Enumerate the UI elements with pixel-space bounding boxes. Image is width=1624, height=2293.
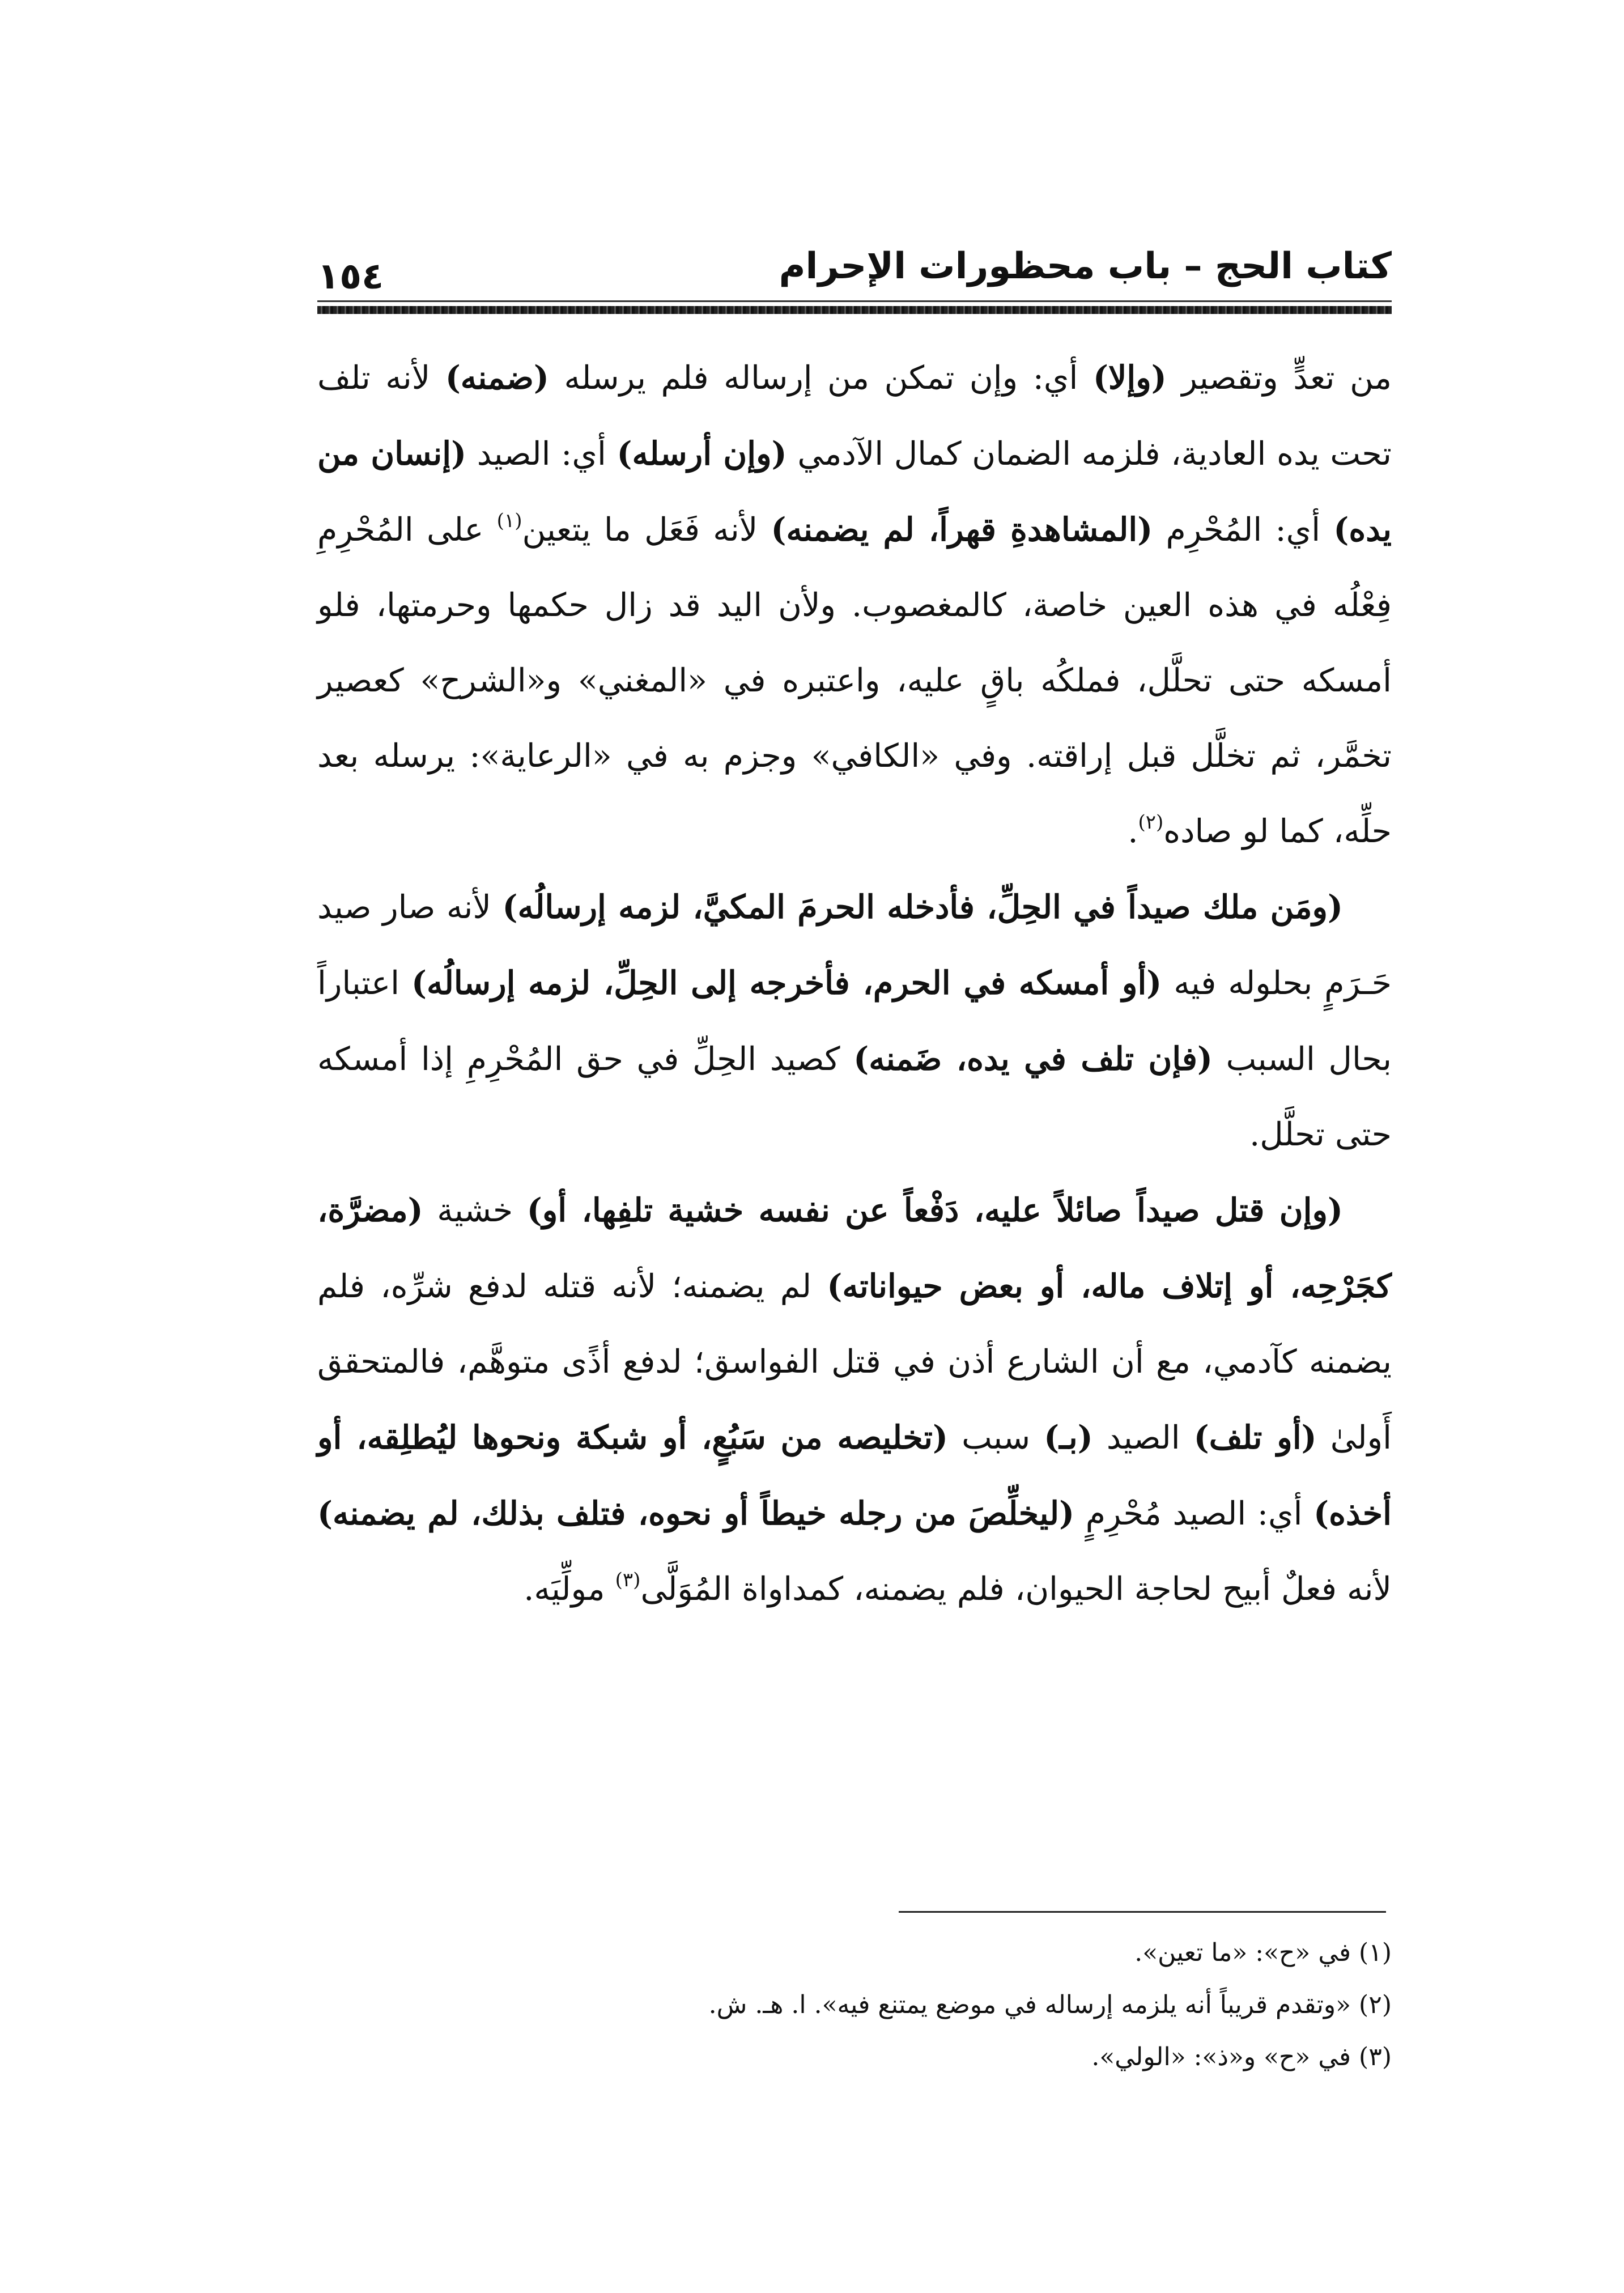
commentary-text: الصيد (1092, 1419, 1194, 1457)
footnote-ref: (٢) (1138, 811, 1164, 834)
running-header (317, 238, 1392, 306)
matn-text: (مضرَّة، كجَرْحِه، أو إتلاف ماله، أو بعض حيواناته) (317, 1191, 1392, 1305)
footnote-divider (899, 1911, 1386, 1913)
paragraph-3 (317, 1173, 1392, 1627)
commentary-text: على المُحْرِمِ فِعْلُه في هذه العين خاصة، كالمغصوب. ولأن اليد قد زال حكمها وحرمتها، فلو أمسكه حتى تحلَّل، فملكُه باقٍ عليه، واعتبره في «المغني» و«الشرح» كعصير تخمَّر، ثم تخلَّل قبل إراقته. وفي «الكافي» وجزم به في «الرعاية»: يرسله بعد حلِّه، كما لو صاده (317, 511, 1392, 850)
matn-text: (تخليصه من سَبُعٍ، أو شبكة ونحوها ليُطلِقه، أو أخذه) (317, 1419, 1392, 1532)
commentary-text: لأنه فعلٌ أبيح لحاجة الحيوان، فلم يضمنه، كمداواة المُوَلَّى (640, 1570, 1392, 1608)
matn-text: (بـ) (1044, 1419, 1093, 1457)
paragraph-2 (317, 869, 1392, 1173)
commentary-text: لأنه صار صيد حَـرَمٍ بحلوله فيه (317, 889, 1392, 1002)
matn-text: (إنسان من يده) (317, 435, 1392, 549)
footnotes (317, 1927, 1392, 2083)
matn-text: (ومَن ملك صيداً في الحِلِّ، فأدخله الحرمَ المكيَّ، لزمه إرسالُه) (502, 888, 1343, 926)
commentary-text: لأنه فَعَل ما يتعين (522, 511, 771, 549)
footnote-ref: (١) (496, 509, 522, 532)
commentary-text: لأنه تلف تحت يده العادية، فلزمه الضمان كمال الآدمي (317, 359, 1392, 473)
footnote-ref: (٣) (615, 1569, 641, 1591)
footnote-2: (٢) «وتقدم قريباً أنه يلزمه إرساله في موضع يمتنع فيه». ا. هـ. ش. (708, 1990, 1392, 2019)
matn-text: (وإن قتل صيداً صائلاً عليه، دَفْعاً عن نفسه خشية تلفِها، أو) (526, 1191, 1343, 1229)
commentary-text: أي: الصيد (466, 435, 617, 473)
commentary-text: كصيد الحِلِّ في حق المُحْرِمِ إذا أمسكه حتى تحلَّل. (317, 1041, 1392, 1153)
commentary-text: . (1128, 813, 1138, 850)
matn-text: (فإن تلف في يده، ضَمنه) (853, 1040, 1213, 1078)
commentary-text: من تعدٍّ وتقصير (1166, 359, 1392, 397)
matn-text: (أو تلف) (1193, 1419, 1317, 1457)
commentary-text: سبب (948, 1419, 1044, 1457)
commentary-text: أي: المُحْرِم (1153, 511, 1334, 549)
matn-text: (وإن أرسله) (617, 435, 787, 473)
footnote-3: (٣) في «ح» و«ذ»: «الولي». (1091, 2043, 1392, 2071)
commentary-text: أي: وإن تمكن من إرساله فلم يرسله (549, 359, 1093, 397)
main-text (317, 340, 1392, 1627)
commentary-text: مولِّيَه. (524, 1570, 615, 1608)
commentary-text: لم يضمنه؛ لأنه قتله لدفع شرِّه، فلم يضمنه كآدمي، مع أن الشارع أذن في قتل الفواسق؛ لدفع أذًى متوهَّم، فالمتحقق أَولىٰ (317, 1268, 1392, 1457)
paragraph-1 (317, 340, 1392, 869)
chapter-title: كتاب الحج – باب محظورات الإحرام (779, 245, 1392, 287)
matn-text: (وإلا) (1092, 359, 1167, 397)
commentary-text: اعتباراً بحال السبب (317, 965, 1392, 1078)
page-number: ١٥٤ (317, 256, 384, 298)
matn-text: (المشاهدةِ قهراً، لم يضمنه) (771, 511, 1153, 549)
header-rule (317, 306, 1392, 314)
header-rule-thin (317, 300, 1392, 302)
matn-text: (أو أمسكه في الحرم، فأخرجه إلى الحِلِّ، لزمه إرسالُه) (411, 964, 1162, 1002)
footnote-1: (١) في «ح»: «ما تعين». (1134, 1938, 1392, 1967)
commentary-text: خشية (423, 1192, 527, 1229)
matn-text: (ضمنه) (445, 359, 549, 397)
matn-text: (ليخلِّصَ من رجله خيطاً أو نحوه، فتلف بذلك، لم يضمنه) (317, 1494, 1075, 1532)
commentary-text: أي: الصيد مُحْرِمٍ (1074, 1495, 1314, 1532)
